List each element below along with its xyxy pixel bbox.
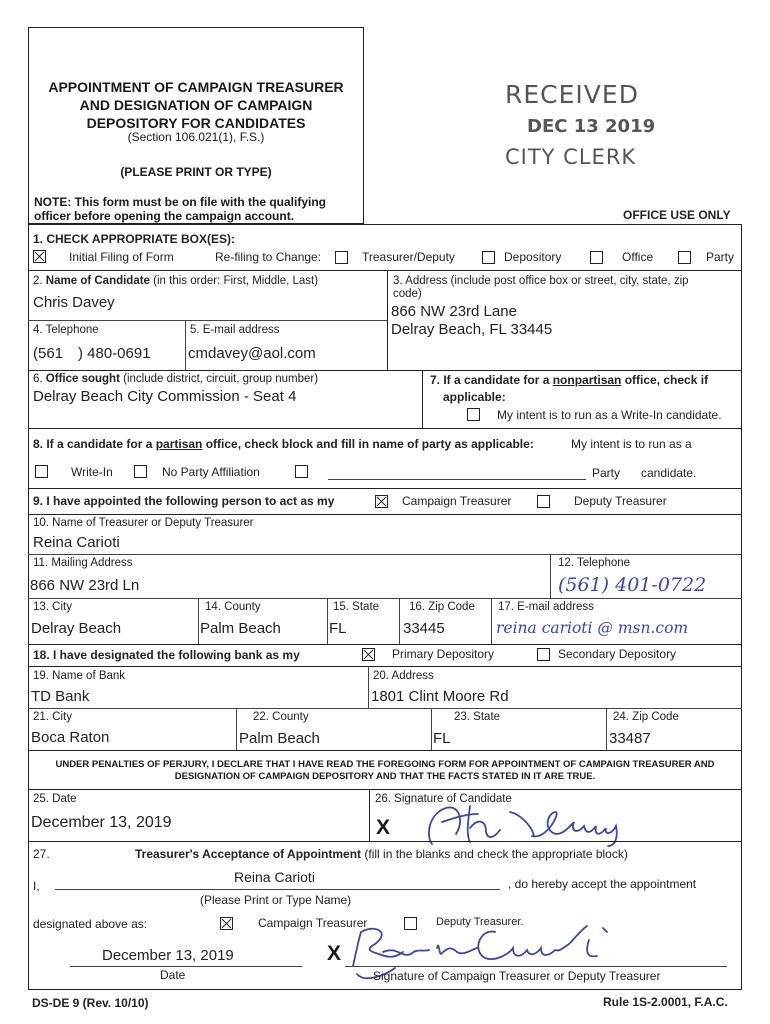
bank-county-label: 22. County bbox=[253, 711, 309, 723]
divider-1 bbox=[28, 270, 742, 271]
partisan-party-checkbox[interactable] bbox=[295, 465, 308, 478]
office-sought-value[interactable]: Delray Beach City Commission - Seat 4 bbox=[33, 388, 297, 405]
acceptance-signature-x: X bbox=[327, 942, 342, 965]
divider-v-bank-zip bbox=[606, 708, 607, 750]
candidate-signature-x: X bbox=[376, 816, 391, 839]
candidate-name-label-rest: (in this order: First, Middle, Last) bbox=[149, 275, 319, 287]
acceptance-date-label: Date bbox=[160, 968, 186, 982]
bank-state-value[interactable]: FL bbox=[433, 730, 451, 747]
form-id: DS-DE 9 (Rev. 10/10) bbox=[32, 996, 149, 1010]
bank-name-value[interactable]: TD Bank bbox=[31, 688, 90, 705]
bank-designate-label: 18. I have designated the following bank as my bbox=[33, 648, 300, 662]
divider-v-email bbox=[491, 598, 492, 644]
treasurer-state-label: 15. State bbox=[333, 601, 380, 613]
candidate-name-label bbox=[33, 275, 318, 287]
nonpartisan-write-in-checkbox[interactable] bbox=[467, 408, 480, 421]
divider-12 bbox=[28, 789, 742, 790]
form-title bbox=[28, 78, 364, 132]
appoint-label: 9. I have appointed the following person to act as my bbox=[33, 494, 335, 508]
office-sought-label-rest: (include district, circuit, group number) bbox=[119, 373, 319, 385]
candidate-email-value[interactable]: cmdavey@aol.com bbox=[188, 345, 316, 362]
primary-depository-label: Primary Depository bbox=[392, 647, 495, 661]
treasurer-deputy-checkbox[interactable] bbox=[482, 251, 495, 264]
partisan-label-underlined: partisan bbox=[155, 437, 203, 451]
candidate-phone-number[interactable]: ) 480-0691 bbox=[78, 345, 151, 362]
primary-depository-checkbox[interactable] bbox=[362, 648, 375, 661]
bank-address-label: 20. Address bbox=[373, 670, 434, 682]
nonpartisan-label bbox=[430, 373, 708, 387]
divider-4 bbox=[28, 488, 742, 489]
candidate-name-label-num: 2. bbox=[33, 275, 46, 287]
divider-7 bbox=[28, 598, 742, 599]
acceptance-signature-label: Signature of Campaign Treasurer or Deputy Treasurer bbox=[373, 969, 661, 983]
office-sought-label-bold: Office sought bbox=[45, 373, 120, 385]
acceptance-name-line bbox=[55, 889, 500, 890]
treasurer-deputy-label: Treasurer/Deputy bbox=[362, 250, 455, 264]
divider-name-phone bbox=[28, 320, 387, 321]
office-label: Office bbox=[622, 250, 654, 264]
nonpartisan-write-in-text: My intent is to run as a Write-In candidate. bbox=[497, 408, 722, 422]
party-name-line[interactable] bbox=[328, 479, 586, 480]
bank-city-value[interactable]: Boca Raton bbox=[31, 729, 110, 746]
accept-campaign-treasurer-label: Campaign Treasurer bbox=[258, 916, 368, 930]
depository-label: Depository bbox=[504, 250, 562, 264]
treasurer-phone-value[interactable]: (561) 401-0722 bbox=[558, 574, 707, 596]
treasurer-zip-label: 16. Zip Code bbox=[409, 601, 475, 613]
treasurer-name-label: 10. Name of Treasurer or Deputy Treasurer bbox=[33, 517, 254, 529]
partisan-intent: My intent is to run as a bbox=[571, 437, 692, 451]
office-use-only: OFFICE USE ONLY bbox=[623, 208, 731, 222]
form-frame bbox=[28, 224, 742, 990]
accept-campaign-treasurer-checkbox[interactable] bbox=[220, 917, 233, 930]
refiling-checkbox[interactable] bbox=[335, 251, 348, 264]
address-label bbox=[393, 275, 689, 301]
candidate-address-line2[interactable]: Delray Beach, FL 33445 bbox=[391, 321, 553, 338]
perjury-line1: UNDER PENALTIES OF PERJURY, I DECLARE THAT I HAVE READ THE FOREGOING FORM FOR APPOINTMENT OF CAMPAIGN TREASURER AND bbox=[55, 759, 715, 770]
divider-v-address bbox=[387, 270, 388, 370]
partisan-candidate-label: candidate. bbox=[641, 466, 697, 480]
candidate-phone-label: 4. Telephone bbox=[33, 324, 99, 336]
candidate-signature-label: 26. Signature of Candidate bbox=[375, 793, 512, 805]
divider-v-phone-email bbox=[185, 320, 186, 370]
header-note bbox=[34, 195, 326, 223]
partisan-write-in-checkbox[interactable] bbox=[35, 465, 48, 478]
address-label-line1: 3. Address (include post office box or street, city, state, zip bbox=[393, 275, 689, 287]
perjury-statement bbox=[28, 759, 742, 783]
divider-v-bank-county bbox=[236, 708, 237, 750]
treasurer-county-label: 14. County bbox=[205, 601, 261, 613]
partisan-label-prefix: 8. If a candidate for a bbox=[33, 437, 156, 451]
depository-checkbox[interactable] bbox=[590, 251, 603, 264]
candidate-address-line1[interactable]: 866 NW 23rd Lane bbox=[391, 303, 517, 320]
perjury-line2: DESIGNATION OF CAMPAIGN DEPOSITORY AND THAT THE FACTS STATED IN IT ARE TRUE. bbox=[174, 771, 596, 782]
received-stamp-date: DEC 13 2019 bbox=[527, 116, 656, 137]
treasurer-name-value[interactable]: Reina Carioti bbox=[33, 534, 120, 551]
divider-v-state bbox=[327, 598, 328, 644]
candidate-phone-area[interactable]: (561 bbox=[33, 345, 64, 362]
bank-state-label: 23. State bbox=[454, 711, 501, 723]
partisan-label-suffix: office, check block and fill in name of party as applicable: bbox=[202, 437, 534, 451]
divider-v-signature bbox=[369, 789, 370, 841]
treasurer-county-value[interactable]: Palm Beach bbox=[200, 620, 281, 637]
appoint-deputy-treasurer-checkbox[interactable] bbox=[537, 495, 550, 508]
nonpartisan-label-suffix: office, check if bbox=[621, 373, 709, 387]
section-reference: (Section 106.021(1), F.S.) bbox=[127, 130, 265, 144]
treasurer-city-value[interactable]: Delray Beach bbox=[31, 620, 122, 637]
acceptance-title-bold: Treasurer's Acceptance of Appointment bbox=[135, 847, 362, 861]
treasurer-zip-value[interactable]: 33445 bbox=[403, 620, 445, 637]
nonpartisan-label-line2: applicable: bbox=[443, 390, 506, 404]
nonpartisan-label-prefix: 7. If a candidate for a bbox=[430, 373, 553, 387]
treasurer-city-label: 13. City bbox=[33, 601, 72, 613]
acceptance-date-value[interactable]: December 13, 2019 bbox=[102, 947, 234, 964]
party-label: Party bbox=[706, 250, 735, 264]
acceptance-print-name: (Please Print or Type Name) bbox=[200, 893, 352, 907]
partisan-npa-checkbox[interactable] bbox=[134, 465, 147, 478]
treasurer-phone-label: 12. Telephone bbox=[558, 557, 631, 569]
acceptance-num: 27. bbox=[33, 847, 50, 861]
acceptance-name-value[interactable]: Reina Carioti bbox=[234, 869, 315, 885]
candidate-name-value[interactable]: Chris Davey bbox=[33, 294, 115, 311]
divider-v-bank-address bbox=[368, 666, 369, 708]
note-line1: NOTE: This form must be on file with the qualifying bbox=[34, 195, 327, 209]
nonpartisan-label-underlined: nonpartisan bbox=[552, 373, 622, 387]
divider-3 bbox=[28, 428, 742, 429]
acceptance-i: I, bbox=[33, 879, 40, 893]
date-label: 25. Date bbox=[33, 793, 77, 805]
mailing-address-label: 11. Mailing Address bbox=[33, 557, 133, 569]
form-title-line3: DEPOSITORY FOR CANDIDATES bbox=[86, 115, 306, 131]
partisan-npa-label: No Party Affiliation bbox=[162, 465, 260, 479]
bank-county-value[interactable]: Palm Beach bbox=[239, 730, 320, 747]
divider-10 bbox=[28, 708, 742, 709]
initial-filing-checkbox[interactable] bbox=[33, 250, 46, 263]
divider-v-bank-state bbox=[431, 708, 432, 750]
appoint-campaign-treasurer-label: Campaign Treasurer bbox=[402, 494, 512, 508]
divider-11 bbox=[28, 750, 742, 751]
received-stamp-text: RECEIVED bbox=[505, 80, 639, 109]
date-value[interactable]: December 13, 2019 bbox=[31, 814, 172, 831]
note-line2: officer before opening the campaign account. bbox=[34, 209, 295, 223]
section1-title: 1. CHECK APPROPRIATE BOX(ES): bbox=[33, 232, 236, 246]
divider-6 bbox=[28, 554, 742, 555]
divider-v-zip bbox=[399, 598, 400, 644]
divider-13 bbox=[28, 841, 742, 842]
form-title-line2: AND DESIGNATION OF CAMPAIGN bbox=[79, 97, 313, 113]
divider-5 bbox=[28, 514, 742, 515]
candidate-email-label: 5. E-mail address bbox=[190, 324, 280, 336]
secondary-depository-label: Secondary Depository bbox=[558, 647, 677, 661]
divider-9 bbox=[28, 666, 742, 667]
bank-name-label: 19. Name of Bank bbox=[33, 670, 126, 682]
treasurer-email-value[interactable]: reina carioti @ msn.com bbox=[496, 619, 689, 637]
divider-v-county bbox=[198, 598, 199, 644]
rule-reference: Rule 1S-2.0001, F.A.C. bbox=[603, 995, 728, 1009]
candidate-name-label-bold: Name of Candidate bbox=[45, 275, 150, 287]
acceptance-title bbox=[135, 847, 628, 861]
divider-2 bbox=[28, 370, 742, 371]
received-stamp-office: CITY CLERK bbox=[505, 145, 637, 169]
initial-filing-label: Initial Filing of Form bbox=[69, 250, 174, 264]
acceptance-text: , do hereby accept the appointment bbox=[508, 877, 697, 891]
office-sought-label bbox=[33, 373, 318, 385]
partisan-party-label: Party bbox=[592, 466, 621, 480]
address-label-line2: code) bbox=[393, 288, 422, 300]
acceptance-designated: designated above as: bbox=[33, 917, 148, 931]
divider-v-telephone bbox=[550, 554, 551, 598]
print-instruction: (PLEASE PRINT OR TYPE) bbox=[120, 165, 272, 179]
office-checkbox[interactable] bbox=[678, 251, 691, 264]
mailing-address-value[interactable]: 866 NW 23rd Ln bbox=[30, 577, 140, 594]
secondary-depository-checkbox[interactable] bbox=[537, 648, 550, 661]
divider-8 bbox=[28, 644, 742, 645]
divider-v-nonpartisan bbox=[422, 370, 423, 428]
bank-city-label: 21. City bbox=[33, 711, 72, 723]
appoint-deputy-treasurer-label: Deputy Treasurer bbox=[574, 494, 667, 508]
treasurer-email-label: 17. E-mail address bbox=[498, 601, 594, 613]
treasurer-state-value[interactable]: FL bbox=[329, 620, 347, 637]
partisan-write-in-label: Write-In bbox=[71, 465, 113, 479]
acceptance-date-line bbox=[70, 966, 302, 967]
office-sought-label-num: 6. bbox=[33, 373, 46, 385]
form-title-line1: APPOINTMENT OF CAMPAIGN TREASURER bbox=[48, 79, 344, 95]
appoint-campaign-treasurer-checkbox[interactable] bbox=[375, 495, 388, 508]
bank-address-value[interactable]: 1801 Clint Moore Rd bbox=[371, 688, 509, 705]
refiling-label: Re-filing to Change: bbox=[215, 250, 322, 264]
accept-deputy-treasurer-label: Deputy Treasurer. bbox=[436, 916, 524, 928]
bank-zip-value[interactable]: 33487 bbox=[609, 730, 651, 747]
acceptance-title-rest: (fill in the blanks and check the appropriate block) bbox=[361, 847, 628, 861]
bank-zip-label: 24. Zip Code bbox=[613, 711, 679, 723]
partisan-label bbox=[33, 437, 534, 451]
